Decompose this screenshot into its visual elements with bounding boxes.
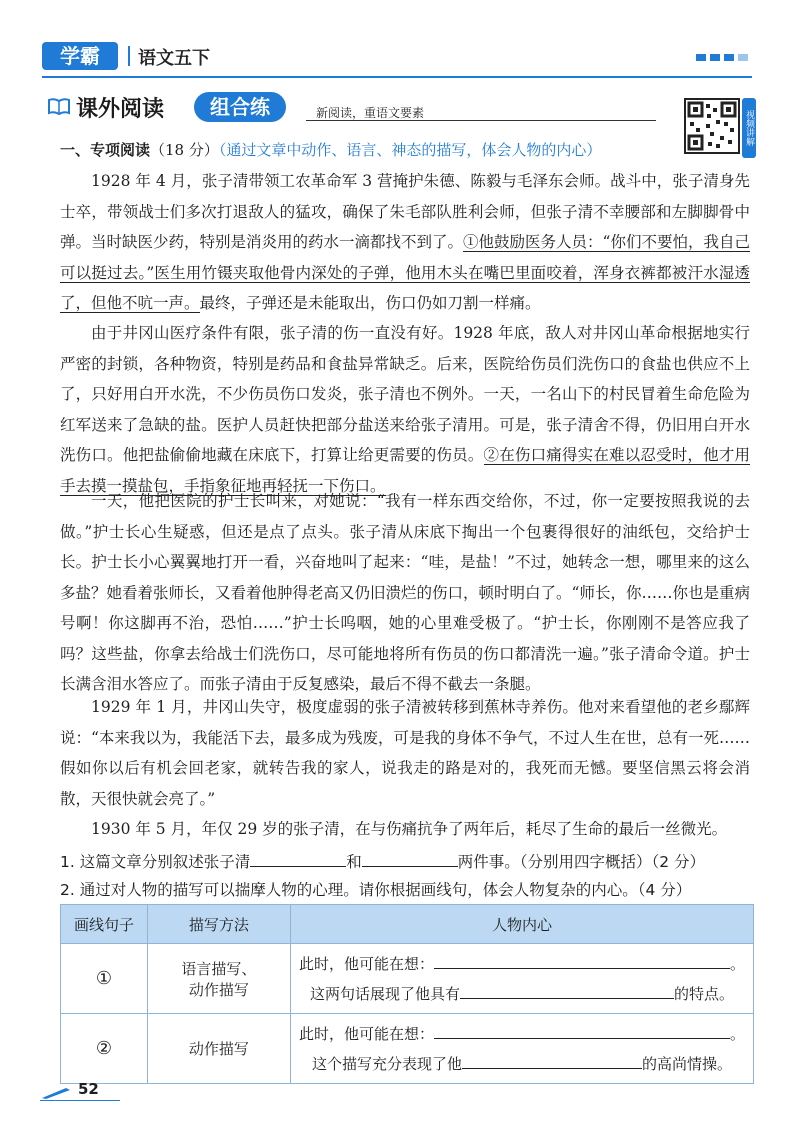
- row-number: ②: [61, 1014, 148, 1084]
- brand-logo: 学霸: [42, 42, 118, 70]
- page-number: 52: [78, 1080, 99, 1098]
- prompt-text: 这个描写充分表现了他: [311, 1054, 462, 1073]
- prompt-text: 的特点。: [673, 984, 734, 1003]
- subject-title: 语文五下: [138, 48, 210, 69]
- section-hint: （通过文章中动作、语言、神态的描写，体会人物的内心）: [218, 141, 602, 159]
- passage-paragraph-3: 一天，他把医院的护士长叫来，对她说：“我有一样东西交给你，不过，你一定要按照我说的去做。”护士长心生疑惑，但还是点了点头。张子清从床底下掏出一个包裹得很好的油纸包，交给护士长。护士长小心翼翼地打开一看，兴奋地叫了起来：“哇，是盐！”不过，她转念一想，哪里来的这么多盐？她看着张师长，又看着他肿得老高又仍旧溃烂的伤口，顿时明白了。“师长，你……你也是重病号啊！你这脚再不治，恐怕……”护士长呜咽，她的心里难受极了。“护士长，你刚刚不是答应我了吗？这些盐，你拿去给战士们洗伤口，尽可能地将所有伤员的伤口都清洗一遍。”张子清命令道。护士长满含泪水答应了。而张子清由于反复感染，最后不得不截去一条腿。: [60, 492, 750, 693]
- answer-blank[interactable]: [462, 1050, 642, 1069]
- qr-code-icon[interactable]: [684, 98, 740, 154]
- answer-blank-1[interactable]: [250, 852, 346, 867]
- header-rule: [42, 76, 752, 78]
- table-row: [61, 1014, 754, 1084]
- answer-table: [60, 904, 754, 1084]
- method-text: 动作描写: [188, 1040, 249, 1058]
- passage-paragraph-2: [60, 318, 750, 501]
- pen-icon: [40, 1086, 72, 1100]
- prompt-text: 的高尚情操。: [641, 1054, 732, 1073]
- answer-blank[interactable]: [434, 950, 730, 969]
- table-header-cell: 画线句子: [61, 905, 148, 944]
- footer-rule: [40, 1100, 120, 1101]
- q1-text: 1. 这篇文章分别叙述张子清: [60, 853, 251, 871]
- slogan-underline: [306, 120, 656, 121]
- banner-title: 课外阅读: [76, 97, 165, 122]
- prompt-text: 此时，他可能在想：: [298, 1024, 434, 1043]
- passage-paragraph-5: 1930 年 5 月，年仅 29 岁的张子清，在与伤痛抗争了两年后，耗尽了生命的最后一丝微光。: [91, 820, 728, 838]
- table-header-cell: 人物内心: [290, 905, 753, 944]
- answer-blank[interactable]: [434, 1020, 730, 1039]
- table-header-row: [61, 905, 754, 944]
- passage-paragraph-1: [60, 166, 750, 319]
- underlined-sentence-2: ②在伤口痛得实在难以忍受时，他才用手去摸一摸盐包，手指象征地再轻抚一下伤口。: [60, 446, 750, 495]
- header-divider: [128, 46, 130, 66]
- prompt-text: 这两句话展现了他具有: [309, 984, 460, 1003]
- q1-and: 和: [346, 853, 362, 871]
- answer-blank[interactable]: [460, 980, 674, 999]
- inner-thought-cell: 此时，他可能在想： 。 这两句话展现了他具有 的特点。: [290, 944, 753, 1014]
- page-header: [42, 40, 752, 80]
- table-header-cell: 描写方法: [147, 905, 290, 944]
- row-number: ①: [61, 944, 148, 1014]
- p1-text-end: 最终，子弹还是未能取出，伤口仍如刀割一样痛。: [199, 294, 541, 312]
- p2-text: 由于井冈山医疗条件有限，张子清的伤一直没有好。1928 年底，敌人对井冈山革命根据地实行严密的封锁，各种物资，特别是药品和食盐异常缺乏。后来，医院给伤员们洗伤口的食盐也供应不上了，只好用白开水洗，不少伤员伤口发炎，张子清也不例外。一天，一名山下的村民冒着生命危险为红军送来了急缺的盐。医护人员赶快把部分盐送来给张子清用。可是，张子清舍不得，仍旧用白开水洗伤口。他把盐偷偷地藏在床底下，打算让给更需要的伤员。: [60, 324, 750, 464]
- inner-thought-cell: 此时，他可能在想： 。 这个描写充分表现了他 的高尚情操。: [290, 1014, 753, 1084]
- q1-instruction: 两件事。（分别用四字概括）（2 分）: [457, 853, 706, 871]
- question-2: 2. 通过对人物的描写可以揣摩人物的心理。请你根据画线句，体会人物复杂的内心。（4 分）: [60, 881, 692, 899]
- answer-blank-2[interactable]: [362, 852, 458, 867]
- method-text: 动作描写: [188, 980, 249, 999]
- video-explain-label: 视频讲解: [742, 98, 756, 158]
- table-row: [61, 944, 754, 1014]
- passage-paragraph-4: 1929 年 1 月，井冈山失守，极度虚弱的张子清被转移到蕉林寺养伤。他对来看望他的老乡鄢辉说：“本来我以为，我能活下去，最多成为残废，可是我的身体不争气，不过人生在世，总有一死……假如你以后有机会回老家，就转告我的家人，说我走的路是对的，我死而无憾。要坚信黑云将会消散，天很快就会亮了。”: [60, 698, 750, 808]
- section-title: [60, 139, 601, 160]
- underlined-sentence-1: ①他鼓励医务人员：“你们不要怕，我自己可以挺过去。”医生用竹镊夹取他骨内深处的子弹，他用木头在嘴巴里面咬着，浑身衣裤都被汗水湿透了，但他不吭一声。: [60, 233, 750, 312]
- method-cell: [147, 1014, 290, 1084]
- method-text: 语言描写、: [181, 959, 257, 978]
- method-cell: [147, 944, 290, 1014]
- question-1: [60, 850, 705, 872]
- book-icon: [48, 97, 70, 115]
- header-decoration-dots: [696, 54, 748, 61]
- prompt-text: 此时，他可能在想：: [298, 954, 434, 973]
- banner-slogan: 新阅读，重语文要素: [316, 106, 425, 120]
- section-score: （18 分）: [150, 141, 219, 159]
- banner-pill: 组合练: [194, 92, 286, 122]
- p1-text: 1928 年 4 月，张子清带领工农革命军 3 营掩护朱德、陈毅与毛泽东会师。战斗中，张子清身先士卒，带领战士们多次打退敌人的猛攻，确保了朱毛部队胜利会师，但张子清不幸腰部和左脚脚骨中弹。当时缺医少药，特别是消炎用的药水一滴都找不到了。: [60, 172, 750, 251]
- section-heading: 一、专项阅读: [60, 141, 151, 159]
